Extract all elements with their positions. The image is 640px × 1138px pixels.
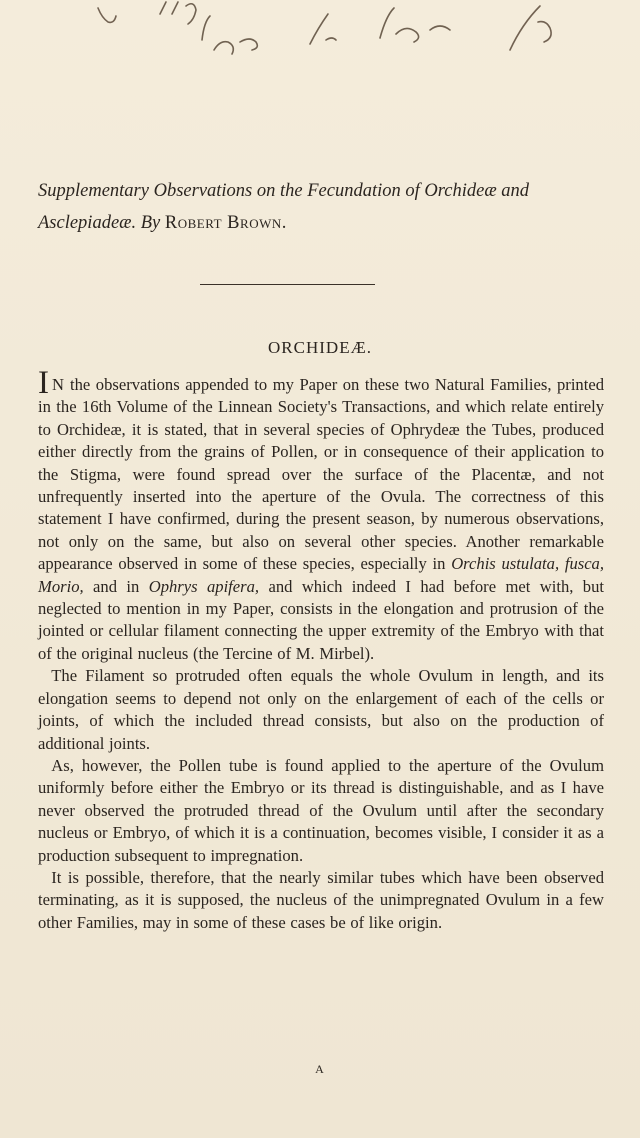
- drop-cap: I: [38, 365, 49, 401]
- paragraph: As, however, the Pollen tube is found applied to the aperture of the Ovulum uniformly before either the Embryo or its thread is distinguishable, and as I have never observed the protruded thread of the Ovulum until after the secondary nucleus or Embryo, of which it is a continuation, becomes visible, I consider it as a production subsequent to impregnation.: [38, 755, 604, 865]
- paragraph-text: and which indeed I had before met with, but neglected to mention in my Paper, consists in the elongation and protrusion of the jointed or cellular filament connecting the upper extremity of the Embryo with that of the original nucleus (the Tercine of M. Mirbel).: [38, 576, 604, 663]
- paragraph-text: the observations appended to my Paper on these two Natural Families, printed in the 16th Volume of the Linnean Society's Transactions, and which relate entirely to Orchideæ, it is stated, that in several species of Ophrydeæ the Tubes, produced either directly from the grains of Pollen, or in consequence of their application to the Stigma, were found spread over the surface of the Placentæ, and not unfrequently inserted into the aperture of the Ovula. The correctness of this statement I have confirmed, during the present season, by numerous observations, not only on the same, but also on several other species. Another remarkable appearance observed in some of these species, especially in: [38, 375, 604, 574]
- section-heading: ORCHIDEÆ.: [268, 338, 372, 357]
- paragraph: It is possible, therefore, that the nearly similar tubes which have been observed terminating, as it is supposed, the nucleus of the unimpregnated Ovulum in a few other Families, may in some of these cases be of like origin.: [38, 867, 604, 932]
- author-name: Robert Brown.: [164, 213, 287, 233]
- paragraph-text: and in: [83, 576, 149, 596]
- species-name: Orchis ustulata, fusca, Morio,: [38, 554, 605, 596]
- article-title: [38, 175, 608, 239]
- paragraph: The Filament so protruded often equals the whole Ovulum in length, and its elongation seems to depend not only on the enlargement of each of the cells or joints, of which the included thread consists, but also on the production of additional joints.: [38, 666, 604, 753]
- body-text: [38, 365, 605, 934]
- paragraph: [38, 365, 605, 665]
- title-text: Supplementary Observations on the Fecundation of Orchideæ and Asclepiadeæ. By: [38, 181, 530, 233]
- signature-mark: A: [315, 1062, 325, 1076]
- first-word-rest: N: [52, 375, 65, 394]
- title-divider: [200, 284, 375, 285]
- handwritten-inscription: [90, 0, 630, 70]
- species-name: Ophrys apifera,: [148, 576, 260, 596]
